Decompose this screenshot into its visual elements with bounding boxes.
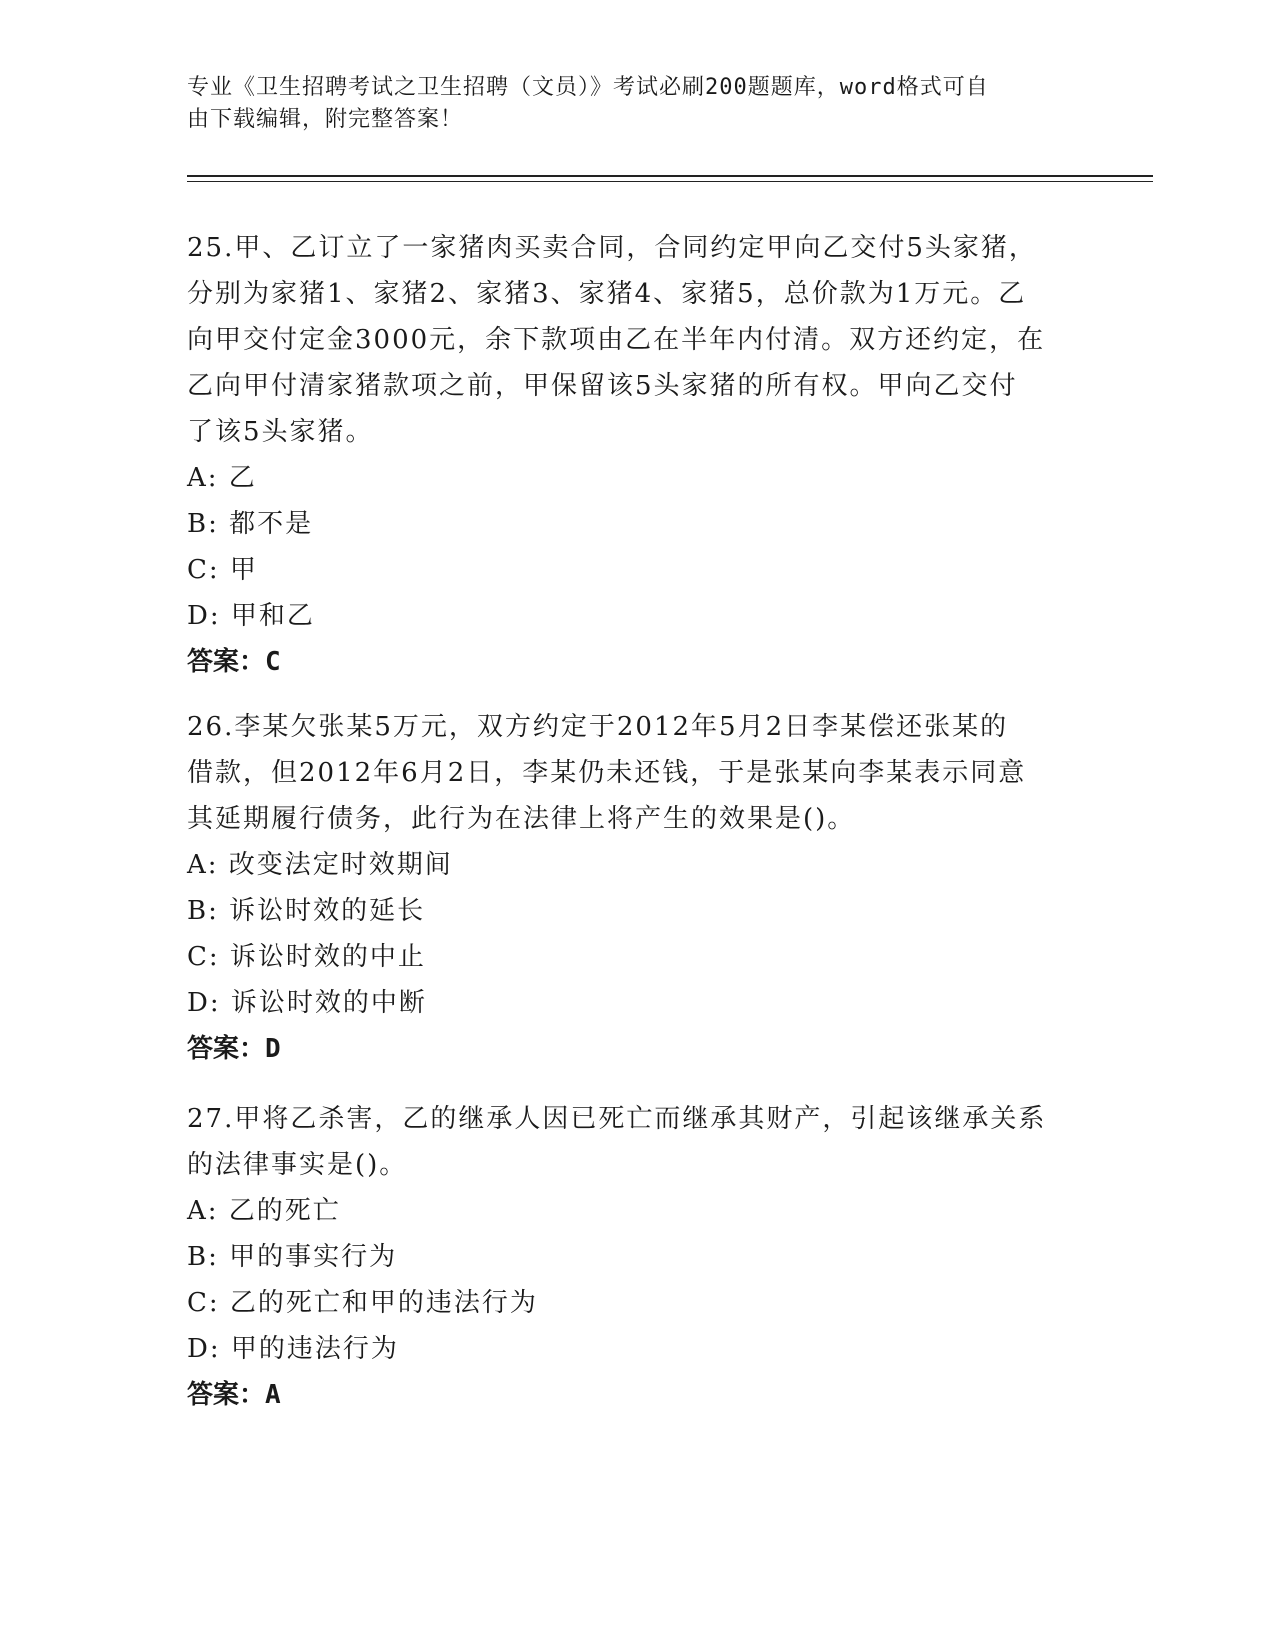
question-26 [187,704,1087,1072]
header-line-1: 专业《卫生招聘考试之卫生招聘（文员）》考试必刷200题题库，word格式可自 [187,75,989,100]
question-27 [187,1096,1087,1418]
option-a: A: 乙的死亡 [187,1196,341,1226]
option-d: D: 甲的违法行为 [187,1334,399,1364]
question-text-line: 借款，但2012年6月2日，李某仍未还钱，于是张某向李某表示同意 [187,758,1027,788]
document-header [187,72,1067,136]
option-c: C: 乙的死亡和甲的违法行为 [187,1288,538,1318]
answer-label: 答案：A [187,1380,281,1410]
option-b: B: 甲的事实行为 [187,1242,398,1272]
question-text-line: 了该5头家猪。 [187,417,374,447]
question-text-line: 向甲交付定金3000元，余下款项由乙在半年内付清。双方还约定，在 [187,325,1046,355]
option-a: A: 乙 [187,463,257,493]
question-text-line: 27.甲将乙杀害，乙的继承人因已死亡而继承其财产，引起该继承关系 [187,1104,1047,1134]
question-25 [187,225,1087,685]
question-text-line: 的法律事实是()。 [187,1150,408,1180]
question-text-line: 乙向甲付清家猪款项之前，甲保留该5头家猪的所有权。甲向乙交付 [187,371,1018,401]
option-b: B: 诉讼时效的延长 [187,896,426,926]
answer-label: 答案：D [187,1034,281,1064]
option-d: D: 诉讼时效的中断 [187,988,427,1018]
header-line-2: 由下载编辑，附完整答案！ [187,107,464,132]
question-text-line: 分别为家猪1、家猪2、家猪3、家猪4、家猪5，总价款为1万元。乙 [187,279,1027,309]
option-b: B: 都不是 [187,509,314,539]
option-d: D: 甲和乙 [187,601,315,631]
option-c: C: 甲 [187,555,258,585]
header-divider-thick [187,175,1153,177]
question-text-line: 其延期履行债务，此行为在法律上将产生的效果是()。 [187,804,856,834]
header-divider-thin [187,181,1153,182]
answer-label: 答案：C [187,647,281,677]
option-a: A: 改变法定时效期间 [187,850,453,880]
question-text-line: 26.李某欠张某5万元，双方约定于2012年5月2日李某偿还张某的 [187,712,1009,742]
option-c: C: 诉讼时效的中止 [187,942,426,972]
question-text-line: 25.甲、乙订立了一家猪肉买卖合同，合同约定甲向乙交付5头家猪， [187,233,1037,263]
